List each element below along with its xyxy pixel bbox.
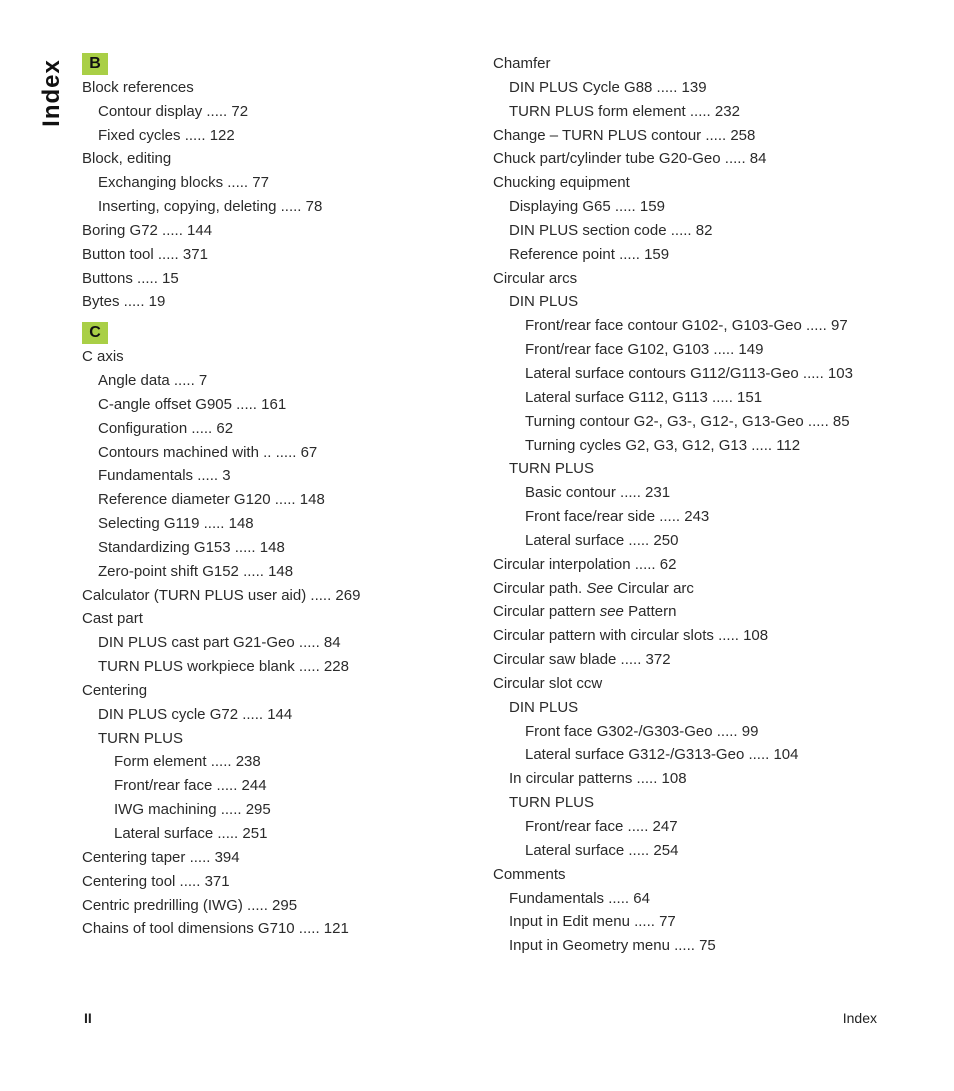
footer-section-name: Index <box>842 1010 877 1026</box>
index-subentry: Fundamentals ..... 64 <box>509 889 650 907</box>
index-subentry: Standardizing G153 ..... 148 <box>98 538 285 556</box>
index-entry: Chains of tool dimensions G710 ..... 121 <box>82 920 349 938</box>
index-subentry: Configuration ..... 62 <box>98 419 234 437</box>
index-subentry: Reference point ..... 159 <box>509 245 670 263</box>
index-entry: C axis <box>82 348 124 366</box>
index-subentry: TURN PLUS <box>509 794 595 812</box>
index-subentry: IWG machining ..... 295 <box>114 801 271 819</box>
index-entry: Circular interpolation ..... 62 <box>493 555 677 573</box>
index-subentry: Turning contour G2-, G3-, G12-, G13-Geo ..... 85 <box>525 412 850 430</box>
section-heading <box>82 321 462 345</box>
index-entry: Calculator (TURN PLUS user aid) ..... 269 <box>82 586 361 604</box>
index-subentry: Lateral surface ..... 254 <box>525 841 679 859</box>
index-subentry: Fundamentals ..... 3 <box>98 467 231 485</box>
index-subentry: Fixed cycles ..... 122 <box>98 126 235 144</box>
index-subentry: Input in Geometry menu ..... 75 <box>509 937 716 955</box>
index-entry: Circular slot ccw <box>493 674 603 692</box>
index-subentry: Lateral surface ..... 250 <box>525 531 679 549</box>
entry-text: Circular pattern <box>493 603 600 621</box>
index-entry: Circular saw blade ..... 372 <box>493 651 671 669</box>
index-entry: Chucking equipment <box>493 174 630 192</box>
index-entry: Chuck part/cylinder tube G20-Geo ..... 84 <box>493 150 767 168</box>
index-entry: Circular arcs <box>493 269 578 287</box>
side-section-label-text: Index <box>38 59 65 127</box>
index-entry: Boring G72 ..... 144 <box>82 221 213 239</box>
index-entry: Block references <box>82 78 194 96</box>
index-subentry: Front/rear face contour G102-, G103-Geo ..... 97 <box>525 317 848 335</box>
section-letter-badge: C <box>82 322 108 344</box>
index-subentry: TURN PLUS workpiece blank ..... 228 <box>98 658 349 676</box>
index-entry: Centering <box>82 681 148 699</box>
index-subentry: Basic contour ..... 231 <box>525 484 671 502</box>
index-subentry: DIN PLUS cast part G21-Geo ..... 84 <box>98 634 341 652</box>
index-subentry: Exchanging blocks ..... 77 <box>98 174 269 192</box>
section-heading <box>82 52 462 76</box>
index-entry: Centering tool ..... 371 <box>82 872 230 890</box>
index-subentry: TURN PLUS <box>509 460 595 478</box>
index-subentry: Lateral surface ..... 251 <box>114 825 268 842</box>
entry-text: Circular path. <box>493 579 587 597</box>
index-subentry: C-angle offset G905 ..... 161 <box>98 395 287 413</box>
index-subentry: Front/rear face ..... 244 <box>114 777 267 795</box>
index-subentry: DIN PLUS Cycle G88 ..... 139 <box>509 78 707 96</box>
index-subentry: Selecting G119 ..... 148 <box>98 515 254 533</box>
index-subentry: Front face/rear side ..... 243 <box>525 508 710 526</box>
see-reference: See <box>586 579 614 597</box>
index-subentry: Zero-point shift G152 ..... 148 <box>98 562 294 580</box>
index-entry: Circular pattern with circular slots ..... 108 <box>493 627 769 645</box>
index-entry: Centric predrilling (IWG) ..... 295 <box>82 896 298 914</box>
index-entry: Block, editing <box>82 150 172 168</box>
index-subentry: Angle data ..... 7 <box>98 371 208 389</box>
see-target: Pattern <box>623 603 677 621</box>
index-subentry: Front face G302-/G303-Geo ..... 99 <box>525 722 759 740</box>
index-column-left <box>82 52 462 941</box>
index-subentry: Contours machined with .. ..... 67 <box>98 443 318 461</box>
index-subentry: Lateral surface G312-/G313-Geo ..... 104 <box>525 746 799 764</box>
index-subentry: Lateral surface G112, G113 ..... 151 <box>525 388 763 406</box>
see-reference: see <box>599 603 624 621</box>
index-subentry: Form element ..... 238 <box>114 753 261 771</box>
index-entry: Change – TURN PLUS contour ..... 258 <box>493 126 756 144</box>
side-section-label <box>36 60 68 126</box>
index-entry <box>493 577 913 601</box>
index-subentry: Contour display ..... 72 <box>98 102 249 120</box>
index-subentry: TURN PLUS form element ..... 232 <box>509 102 740 120</box>
index-entry: Bytes ..... 19 <box>82 293 166 311</box>
index-entry: Centering taper ..... 394 <box>82 848 240 866</box>
index-subentry: Reference diameter G120 ..... 148 <box>98 491 325 509</box>
index-entry <box>493 600 913 624</box>
index-entry: Buttons ..... 15 <box>82 269 179 287</box>
index-entry: Comments <box>493 865 566 883</box>
index-subentry: DIN PLUS <box>509 293 579 311</box>
index-subentry: DIN PLUS cycle G72 ..... 144 <box>98 705 293 723</box>
see-target: Circular arc <box>613 579 694 597</box>
index-subentry: Lateral surface contours G112/G113-Geo ..... 103 <box>525 364 853 382</box>
index-column-right <box>493 52 913 958</box>
index-entry: Cast part <box>82 610 143 628</box>
index-subentry: Turning cycles G2, G3, G12, G13 ..... 112 <box>525 436 801 454</box>
section-letter-badge: B <box>82 53 108 75</box>
index-subentry: Front/rear face G102, G103 ..... 149 <box>525 341 764 359</box>
index-subentry: DIN PLUS <box>509 698 579 716</box>
index-entry: Chamfer <box>493 55 551 72</box>
index-subentry: In circular patterns ..... 108 <box>509 770 687 788</box>
index-subentry: Inserting, copying, deleting ..... 78 <box>98 198 323 216</box>
index-subentry: DIN PLUS section code ..... 82 <box>509 221 713 239</box>
page-number: II <box>84 1010 92 1026</box>
index-subentry: Front/rear face ..... 247 <box>525 818 678 835</box>
index-entry: Button tool ..... 371 <box>82 245 208 263</box>
index-subentry: Input in Edit menu ..... 77 <box>509 913 676 931</box>
index-subentry: TURN PLUS <box>98 729 184 747</box>
index-subentry: Displaying G65 ..... 159 <box>509 198 665 216</box>
